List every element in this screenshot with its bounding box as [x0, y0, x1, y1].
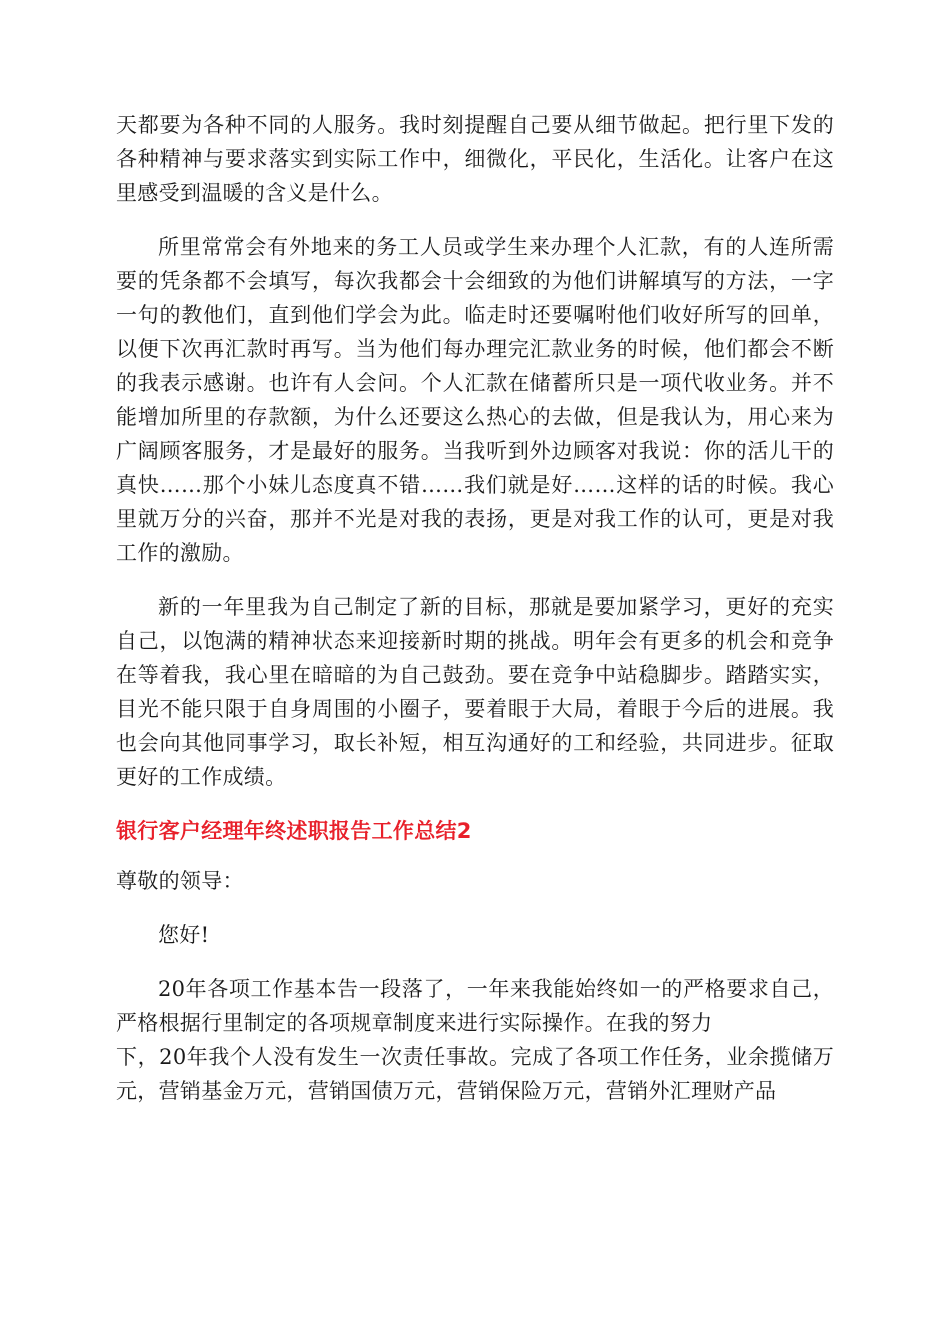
summary-line-1: 20年各项工作基本告一段落了，一年来我能始终如一的严格要求自己，严格根据行里制定的各项规章制度来进行实际操作。在我的努力: [116, 977, 834, 1035]
document-page: [116, 108, 834, 1128]
greeting: 您好!: [158, 923, 210, 947]
paragraph-annual-summary: [116, 972, 834, 1108]
paragraph-service-details: 天都要为各种不同的人服务。我时刻提醒自己要从细节做起。把行里下发的各种精神与要求落实到实际工作中，细微化，平民化，生活化。让客户在这里感受到温暖的含义是什么。: [116, 113, 834, 205]
paragraph-new-year-goals: 新的一年里我为自己制定了新的目标，那就是要加紧学习，更好的充实自己，以饱满的精神状态来迎接新时期的挑战。明年会有更多的机会和竞争在等着我，我心里在暗暗的为自己鼓劲。要在竞争中站稳脚步。踏踏实实，目光不能只限于自身周围的小圈子，要着眼于大局，着眼于今后的进展。我也会向其他同事学习，取长补短，相互沟通好的工和经验，共同进步。征取更好的工作成绩。: [116, 595, 834, 789]
section-heading: 银行客户经理年终述职报告工作总结2: [116, 819, 472, 843]
salutation: 尊敬的领导：: [116, 869, 244, 893]
summary-line-2: 下，20年我个人没有发生一次责任事故。完成了各项工作任务，业余揽储万元，营销基金万元，营销国债万元，营销保险万元，营销外汇理财产品: [116, 1045, 834, 1103]
paragraph-remittance-help: 所里常常会有外地来的务工人员或学生来办理个人汇款，有的人连所需要的凭条都不会填写，每次我都会十会细致的为他们讲解填写的方法，一字一句的教他们，直到他们学会为此。临走时还要嘱咐他们收好所写的回单，以便下次再汇款时再写。当为他们每办理完汇款业务的时候，他们都会不断的我表示感谢。也许有人会问。个人汇款在储蓄所只是一项代收业务。并不能增加所里的存款额，为什么还要这么热心的去做，但是我认为，用心来为广阔顾客服务，才是最好的服务。当我听到外边顾客对我说：你的活儿干的真快……那个小妹儿态度真不错……我们就是好……这样的话的时候。我心里就万分的兴奋，那并不光是对我的表扬，更是对我工作的认可，更是对我工作的激励。: [116, 235, 834, 565]
